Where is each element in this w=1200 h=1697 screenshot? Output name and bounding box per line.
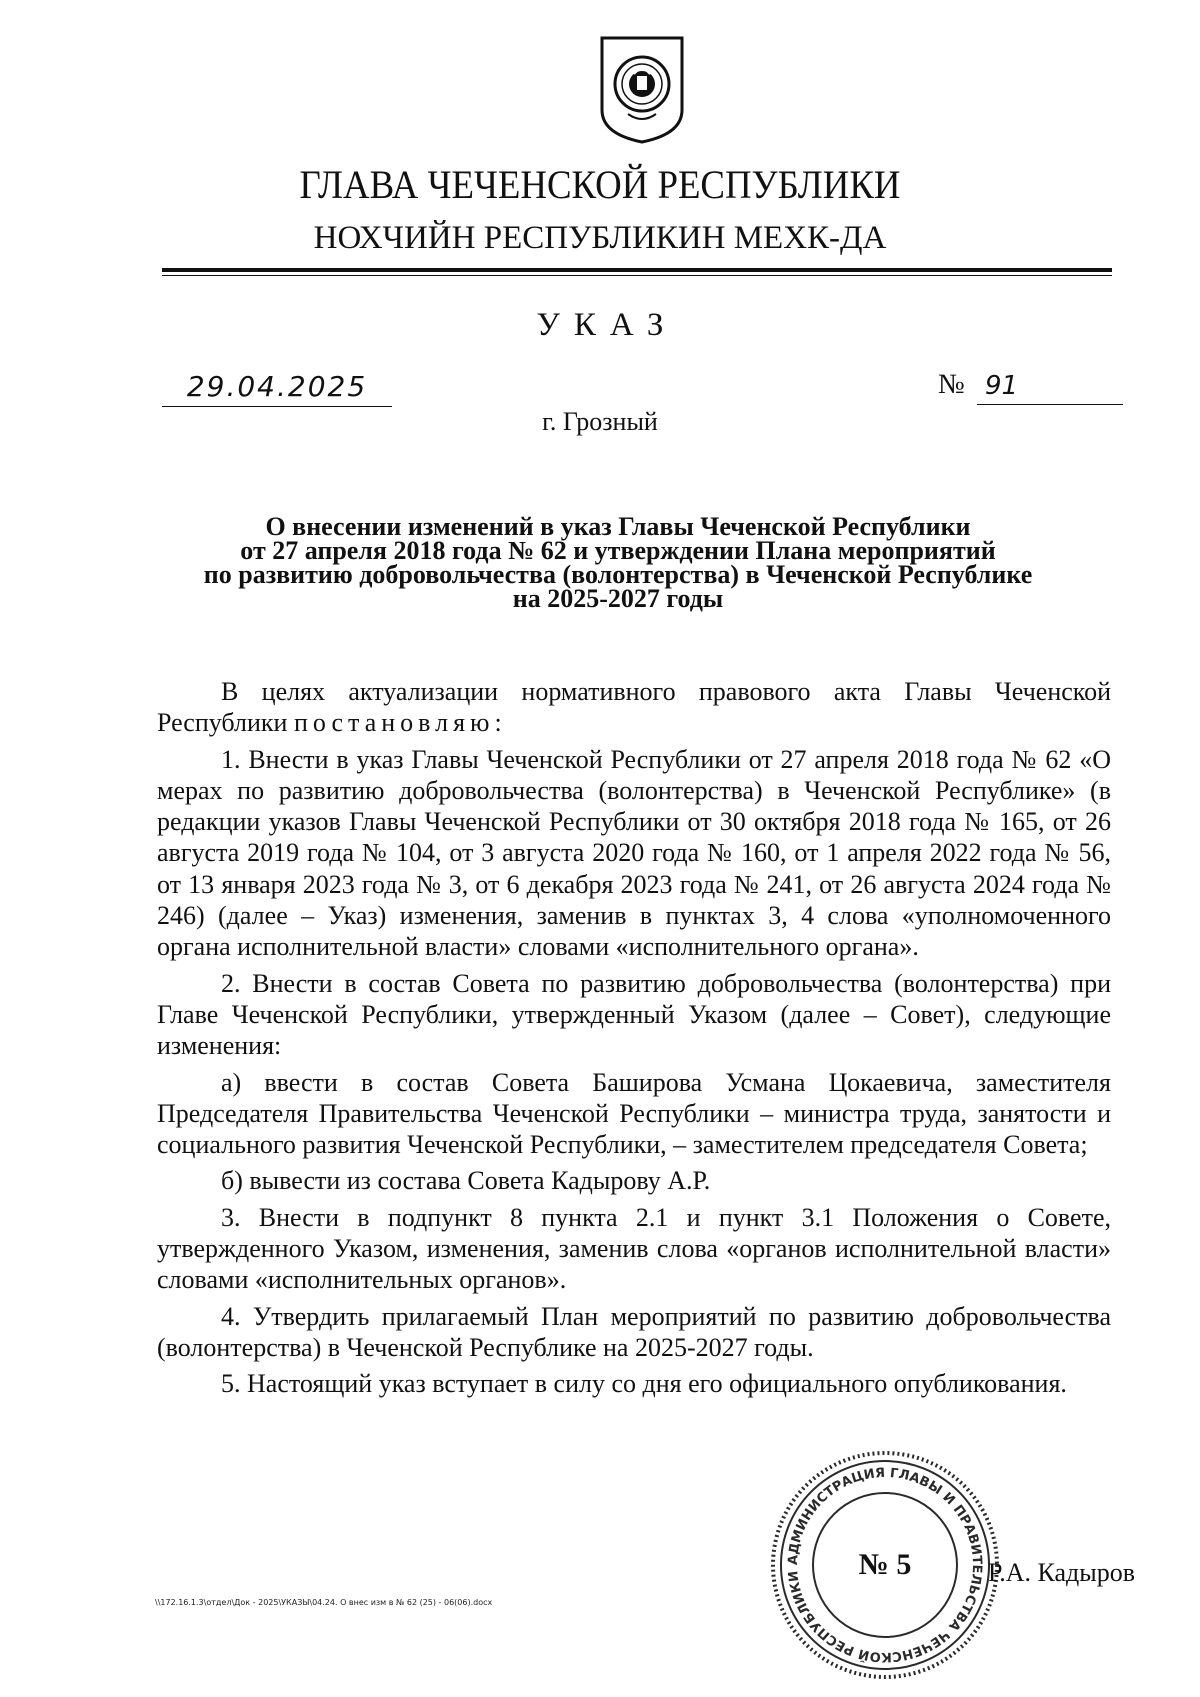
decree-title	[150, 512, 1086, 613]
issuer-title-russian: ГЛАВА ЧЕЧЕНСКОЙ РЕСПУБЛИКИ	[299, 162, 901, 207]
handwritten-date: 29.04.2025	[186, 370, 368, 403]
title-line: по развитию добровольчества (волонтерства) в Чеченской Республике	[203, 560, 1033, 589]
coat-of-arms-emblem	[598, 34, 686, 146]
paragraph-1: 1. Внести в указ Главы Чеченской Республики от 27 апреля 2018 года № 62 «О мерах по развитию добровольчества (волонтерства) в Чеченской Республике» (в редакции указов Главы Чеченской Республики от 30 октября 2018 года № 165, от 26 августа 2019 года № 104, от 3 августа 2020 года № 160, от 1 апреля 2022 года № 56, от 13 января 2023 года № 3, от 6 декабря 2023 года № 241, от 26 августа 2024 года № 246) (далее – Указ) изменения, заменив в пунктах 3, 4 слова «уполномоченного органа исполнительной власти» словами «исполнительного органа».	[157, 744, 1111, 962]
number-label: №	[938, 369, 965, 400]
paragraph-3: 3. Внести в подпункт 8 пункта 2.1 и пункт 3.1 Положения о Совете, утвержденного Указом, изменения, заменив слова «органов исполнительной власти» словами «исполнительных органов».	[157, 1202, 1111, 1295]
decree-verb: постановляю:	[293, 708, 507, 738]
paragraph-2b: б) вывести из состава Совета Кадырову А.Р.	[221, 1166, 711, 1196]
number-field	[977, 366, 1123, 405]
stamp-ring-text: АДМИНИСТРАЦИЯ ГЛАВЫ И ПРАВИТЕЛЬСТВА ЧЕЧЕНСКОЙ РЕСПУБЛИКИ	[785, 1465, 985, 1665]
coat-of-arms-icon	[598, 34, 686, 146]
signatory-name: Р.А. Кадыров	[988, 1558, 1135, 1587]
title-line: от 27 апреля 2018 года № 62 и утверждении Плана мероприятий	[240, 536, 996, 565]
intro-text: В целях актуализации нормативного правового акта Главы Чеченской Республики	[157, 677, 1111, 738]
paragraph-4: 4. Утвердить прилагаемый План мероприятий по развитию добровольчества (волонтерства) в Чеченской Республике на 2025-2027 годы.	[157, 1301, 1111, 1362]
issuer-title-chechen: НОХЧИЙН РЕСПУБЛИКИН МЕХК-ДА	[313, 220, 887, 256]
title-line: О внесении изменений в указ Главы Чеченской Республики	[265, 512, 971, 541]
header-rule-thin	[162, 275, 1112, 276]
paragraph-2: 2. Внести в состав Совета по развитию добровольчества (волонтерства) при Главе Чеченской Республики, утвержденный Указом (далее – Совет), следующие изменения:	[157, 968, 1111, 1061]
stamp-seal-icon	[768, 1448, 1002, 1682]
title-line: на 2025-2027 годы	[512, 584, 724, 613]
date-field	[162, 366, 392, 407]
header-rule-thick	[162, 268, 1112, 272]
handwritten-number: 91	[985, 371, 1019, 401]
file-path-footer: \\172.16.1.3\отдел\Док - 2025\УКАЗЫ\04.24. О внес изм в № 62 (25) - 06(06).docx	[155, 1598, 493, 1607]
intro-paragraph	[157, 676, 1111, 739]
decree-body	[157, 676, 1111, 1405]
stamp-number: № 5	[858, 1548, 912, 1581]
city-line: г. Грозный	[542, 407, 658, 436]
document-type: УКАЗ	[536, 307, 678, 343]
official-stamp	[768, 1448, 1002, 1682]
paragraph-5: 5. Настоящий указ вступает в силу со дня его официального опубликования.	[221, 1369, 1067, 1399]
paragraph-2a: а) ввести в состав Совета Баширова Усмана Цокаевича, заместителя Председателя Правительства Чеченской Республики – министра труда, занятости и социального развития Чеченской Республики, – заместителем председателя Совета;	[157, 1067, 1111, 1160]
